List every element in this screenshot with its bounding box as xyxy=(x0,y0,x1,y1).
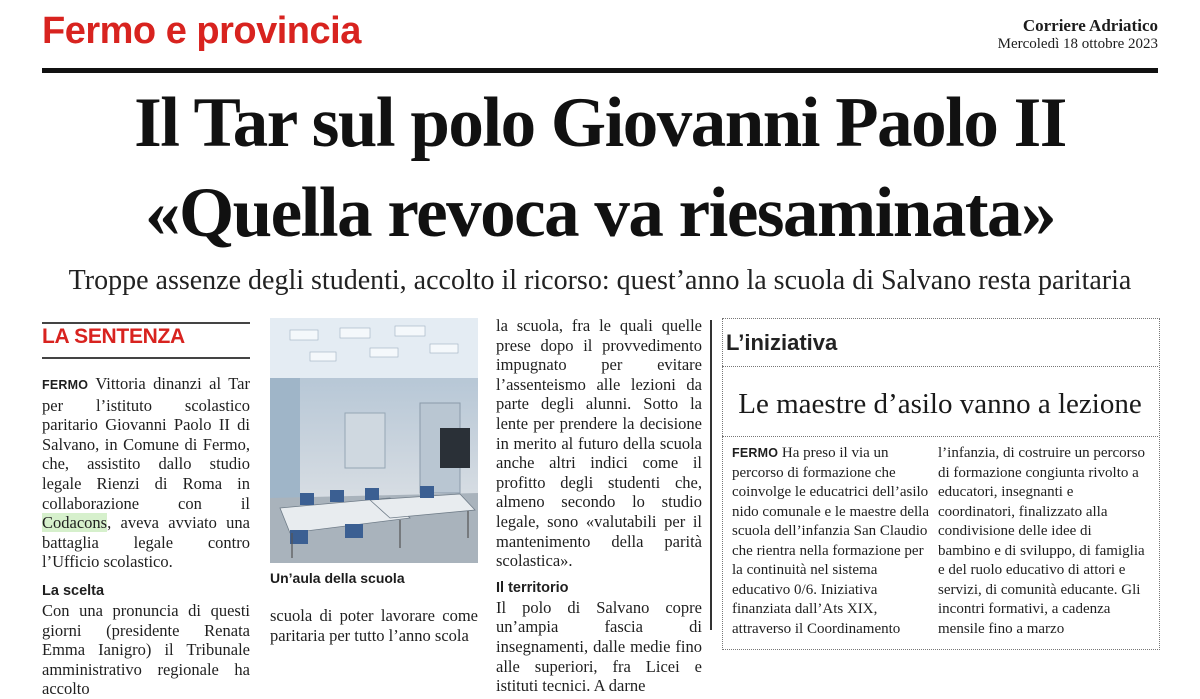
classroom-photo xyxy=(270,318,478,563)
kicker-rule-top xyxy=(42,322,250,324)
article-column-1 xyxy=(42,374,250,699)
top-rule xyxy=(42,68,1158,73)
paragraph: Con una pronuncia di questi giorni (presidente Renata Emma Ianigro) il Tribunale amministrativo regionale ha accolto xyxy=(42,600,250,699)
box-label: L’iniziativa xyxy=(726,330,838,355)
box-column-1 xyxy=(732,444,930,639)
article-column-2 xyxy=(270,606,478,645)
headline-line-1: Il Tar sul polo Giovanni Paolo II xyxy=(134,84,1066,162)
publication-name: Corriere Adriatico xyxy=(1022,16,1158,35)
box-divider xyxy=(722,366,1158,367)
publication-date: Mercoledì 18 ottobre 2023 xyxy=(997,36,1158,52)
photo-caption: Un’aula della scuola xyxy=(270,570,405,586)
paragraph: l’infanzia, di costruire un percorso di formazione congiunta rivolto a educatori, insegnanti e coordinatori, finalizzato alla condivisione delle idee di bambino e di sviluppo, di famiglia e del ruolo educativo di attori e servizi, di comunità educante. Gli incontri formativi, a cadenza mensile fino a marzo xyxy=(938,445,1146,637)
paragraph xyxy=(42,374,250,572)
paragraph: la scuola, fra le quali quelle prese dopo il provvedimento impugnato per evitare l’assenteismo alle lezioni da parte degli alunni. Sotto la lente per prendere la decisione in merito al futuro della scuola anche altri indici come il profitto degli studenti che, almeno secondo lo studio legale, sono «valutabili per il mantenimento della parità scolastica». xyxy=(496,316,702,571)
subhead: La scelta xyxy=(42,582,105,599)
paragraph: Il polo di Salvano copre un’ampia fascia di insegnamenti, dalle medie fino alle superiori, fra Licei e istituti tecnici. A darne xyxy=(496,597,702,696)
body-text: , aveva avviato una battaglia legale contro l’Ufficio scolastico. xyxy=(42,513,250,572)
column-separator xyxy=(710,320,712,630)
box-column-2 xyxy=(938,444,1146,639)
subheadline: Troppe assenze degli studenti, accolto il ricorso: quest’anno la scuola di Salvano resta paritaria xyxy=(68,265,1132,296)
highlighted-text: Codacons xyxy=(42,513,108,533)
article-column-3 xyxy=(496,316,702,696)
paragraph: scuola di poter lavorare come paritaria per tutto l’anno scola xyxy=(270,606,478,645)
dateline: FERMO xyxy=(732,446,779,460)
dateline: FERMO xyxy=(42,378,89,392)
box-divider xyxy=(722,436,1158,437)
paragraph xyxy=(732,444,930,639)
box-title: Le maestre d’asilo vanno a lezione xyxy=(738,388,1142,420)
headline-line-2: «Quella revoca va riesaminata» xyxy=(144,174,1056,252)
masthead xyxy=(998,16,1158,53)
body-text: Ha preso il via un percorso di formazione che coinvolge le educatrici dell’asilo nido comunale e le maestre della scuola dell’infanzia San Claudio che rientra nella formazione per la continuità nel sistema educativo 0/6. Iniziativa finanziata dall’Ats XIX, attraverso il Coordinamento xyxy=(732,445,929,637)
section-title: Fermo e provincia xyxy=(42,10,361,52)
kicker: LA SENTENZA xyxy=(42,325,185,348)
body-text: Vittoria dinanzi al Tar per l’istituto scolastico paritario Giovanni Paolo II di Salvano, in Comune di Fermo, che, assistito dallo studio legale Rienzi di Roma in collaborazione con il xyxy=(42,374,250,513)
kicker-rule-bottom xyxy=(42,357,250,359)
subhead: Il territorio xyxy=(496,579,569,596)
